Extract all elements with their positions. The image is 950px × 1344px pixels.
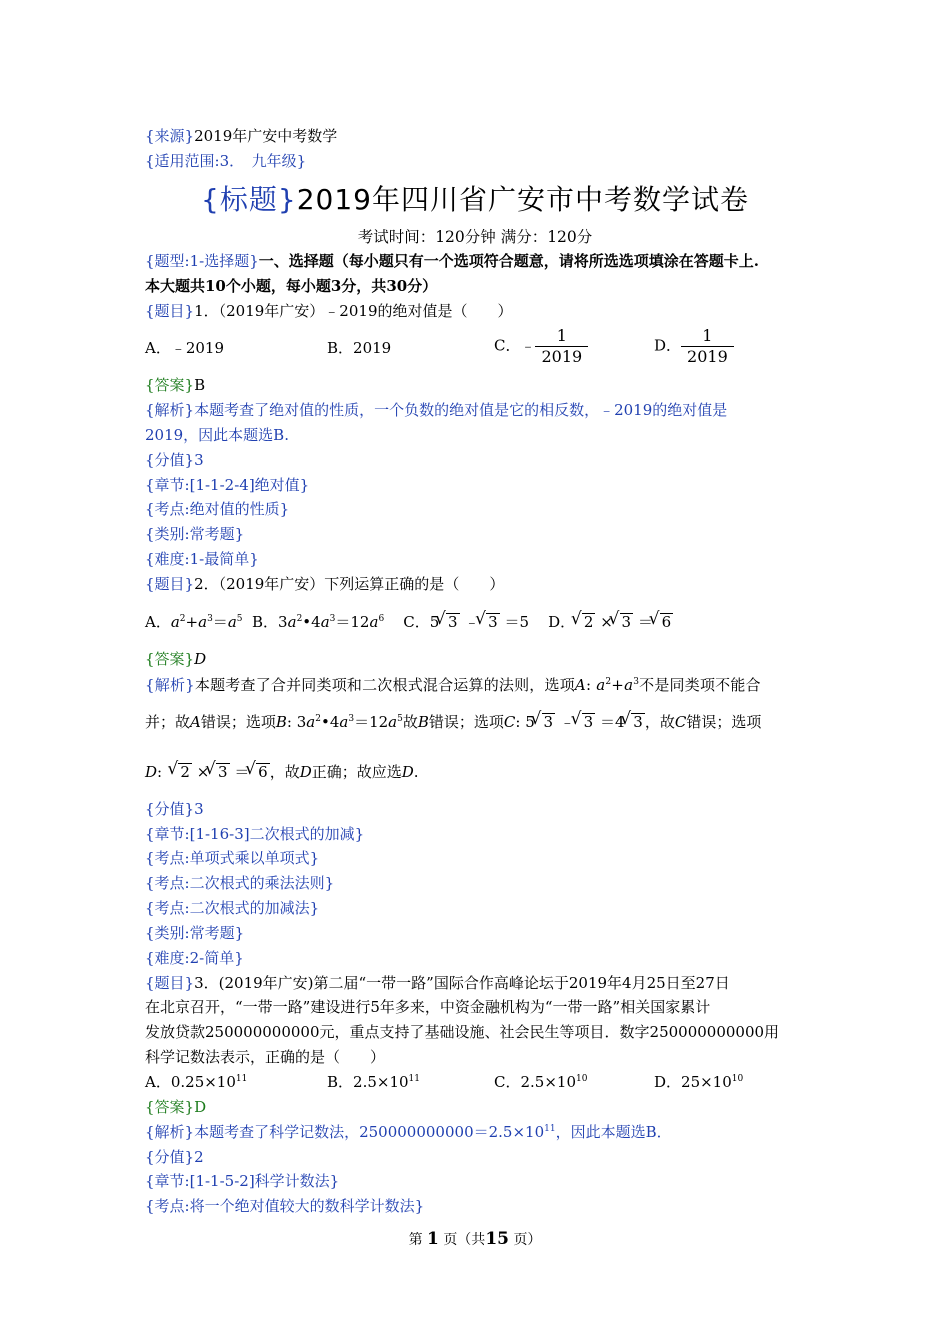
q2-topic: {考点:二次根式的乘法法则} bbox=[145, 874, 335, 892]
q1-option-d: D． $\frac{1}{2019}$ bbox=[654, 326, 734, 367]
q3-answer: {答案}D bbox=[145, 1098, 207, 1116]
scope-line: {适用范围:3． 九年级} bbox=[145, 152, 307, 170]
q3-analysis: {解析}本题考查了科学记数法，$250000000000=2.5\times 10^{11}$，因此本题选B． bbox=[145, 1123, 672, 1141]
q2-analysis-cont: 并；故A错误；选项B: $3a^2•4a^3=12a^5$故B错误；选项C: 5 √ 3 ﹣ √ 3 ＝4 √ 3 ，故C错误；选项 bbox=[145, 710, 807, 734]
q2-stem: {题目}2．（2019年广安）下列运算正确的是（ ） bbox=[145, 575, 505, 593]
q2-answer: {答案}D bbox=[145, 650, 207, 668]
q1-option-b: B．2019 bbox=[327, 339, 392, 357]
q1-stem: {题目}1．（2019年广安）﹣2019的绝对值是（ ） bbox=[145, 302, 513, 320]
q3-stem: {题目}3．(2019年广安)第二届“一带一路”国际合作高峰论坛于2019年4月25日至27日 bbox=[145, 974, 730, 992]
q2-topic: {考点:单项式乘以单项式} bbox=[145, 849, 320, 867]
q3-stem-cont: 发放贷款250000000000元，重点支持了基础设施、社会民生等项目．数字250000000000用 bbox=[145, 1023, 780, 1041]
q1-answer: {答案}B bbox=[145, 376, 206, 394]
section-heading-cont: 本大题共10个小题，每小题3分，共30分） bbox=[145, 277, 438, 295]
q3-option-b: B．$2.5\times 10^{11}$ bbox=[327, 1073, 420, 1091]
q1-difficulty: {难度:1-最简单} bbox=[145, 550, 259, 568]
q3-stem-cont: 在北京召开，“一带一路”建设进行5年多来，中资金融机构为“一带一路”相关国家累计 bbox=[145, 998, 711, 1016]
fraction: $\frac{1}{2019}$ bbox=[681, 326, 734, 367]
q3-chapter: {章节:[1-1-5-2]科学计数法} bbox=[145, 1172, 340, 1190]
q1-topic: {考点:绝对值的性质} bbox=[145, 500, 290, 518]
q1-analysis-cont: 2019，因此本题选B. bbox=[145, 426, 289, 444]
section-heading: {题型:1-选择题}一、选择题（每小题只有一个选项符合题意，请将所选选项填涂在答题卡上. bbox=[145, 252, 759, 270]
source-line: {来源}2019年广安中考数学 bbox=[145, 127, 338, 145]
q3-topic: {考点:将一个绝对值较大的数科学计数法} bbox=[145, 1197, 425, 1215]
q2-analysis: {解析}本题考查了合并同类项和二次根式混合运算的法则，选项A: $a^2+a^3$不是同类项不能合 bbox=[145, 676, 761, 694]
q1-chapter: {章节:[1-1-2-4]绝对值} bbox=[145, 476, 310, 494]
q1-analysis: {解析}本题考查了绝对值的性质，一个负数的绝对值是它的相反数，﹣2019的绝对值是 bbox=[145, 401, 728, 419]
exam-info: 考试时间：120分钟 满分：120分 bbox=[357, 228, 593, 246]
q2-chapter: {章节:[1-16-3]二次根式的加减} bbox=[145, 825, 365, 843]
q3-score: {分值}2 bbox=[145, 1148, 204, 1166]
q2-topic: {考点:二次根式的加减法} bbox=[145, 899, 320, 917]
q3-option-d: D．$25\times 10^{10}$ bbox=[654, 1073, 744, 1091]
q2-analysis-end: D: √ 2 × √ 3 ＝ √ 6 ，故D正确；故应选D. bbox=[145, 760, 807, 784]
q1-option-c: C．﹣ $\frac{1}{2019}$ bbox=[494, 326, 588, 367]
q1-option-a: A．﹣2019 bbox=[145, 339, 225, 357]
q2-category: {类别:常考题} bbox=[145, 924, 245, 942]
fraction: $\frac{1}{2019}$ bbox=[535, 326, 588, 367]
q1-category: {类别:常考题} bbox=[145, 525, 245, 543]
page-footer: 第 1 页（共15 页） bbox=[408, 1229, 542, 1249]
q2-options: A．$a^2+a^3=a^5$ B．$3a^2•4a^3=12a^6$ C．5 √ 3 ﹣ √ 3 ＝5 D． √ 2 × √ 3 ＝ √ 6 bbox=[145, 610, 807, 634]
q2-score: {分值}3 bbox=[145, 800, 204, 818]
q2-difficulty: {难度:2-简单} bbox=[145, 949, 244, 967]
q3-stem-cont: 科学记数法表示，正确的是（ ） bbox=[145, 1048, 386, 1066]
q3-option-a: A．$0.25\times 10^{11}$ bbox=[145, 1073, 248, 1091]
q3-option-c: C．$2.5\times 10^{10}$ bbox=[494, 1073, 588, 1091]
page-title: {标题}2019年四川省广安市中考数学试卷 bbox=[201, 183, 749, 216]
q1-score: {分值}3 bbox=[145, 451, 204, 469]
